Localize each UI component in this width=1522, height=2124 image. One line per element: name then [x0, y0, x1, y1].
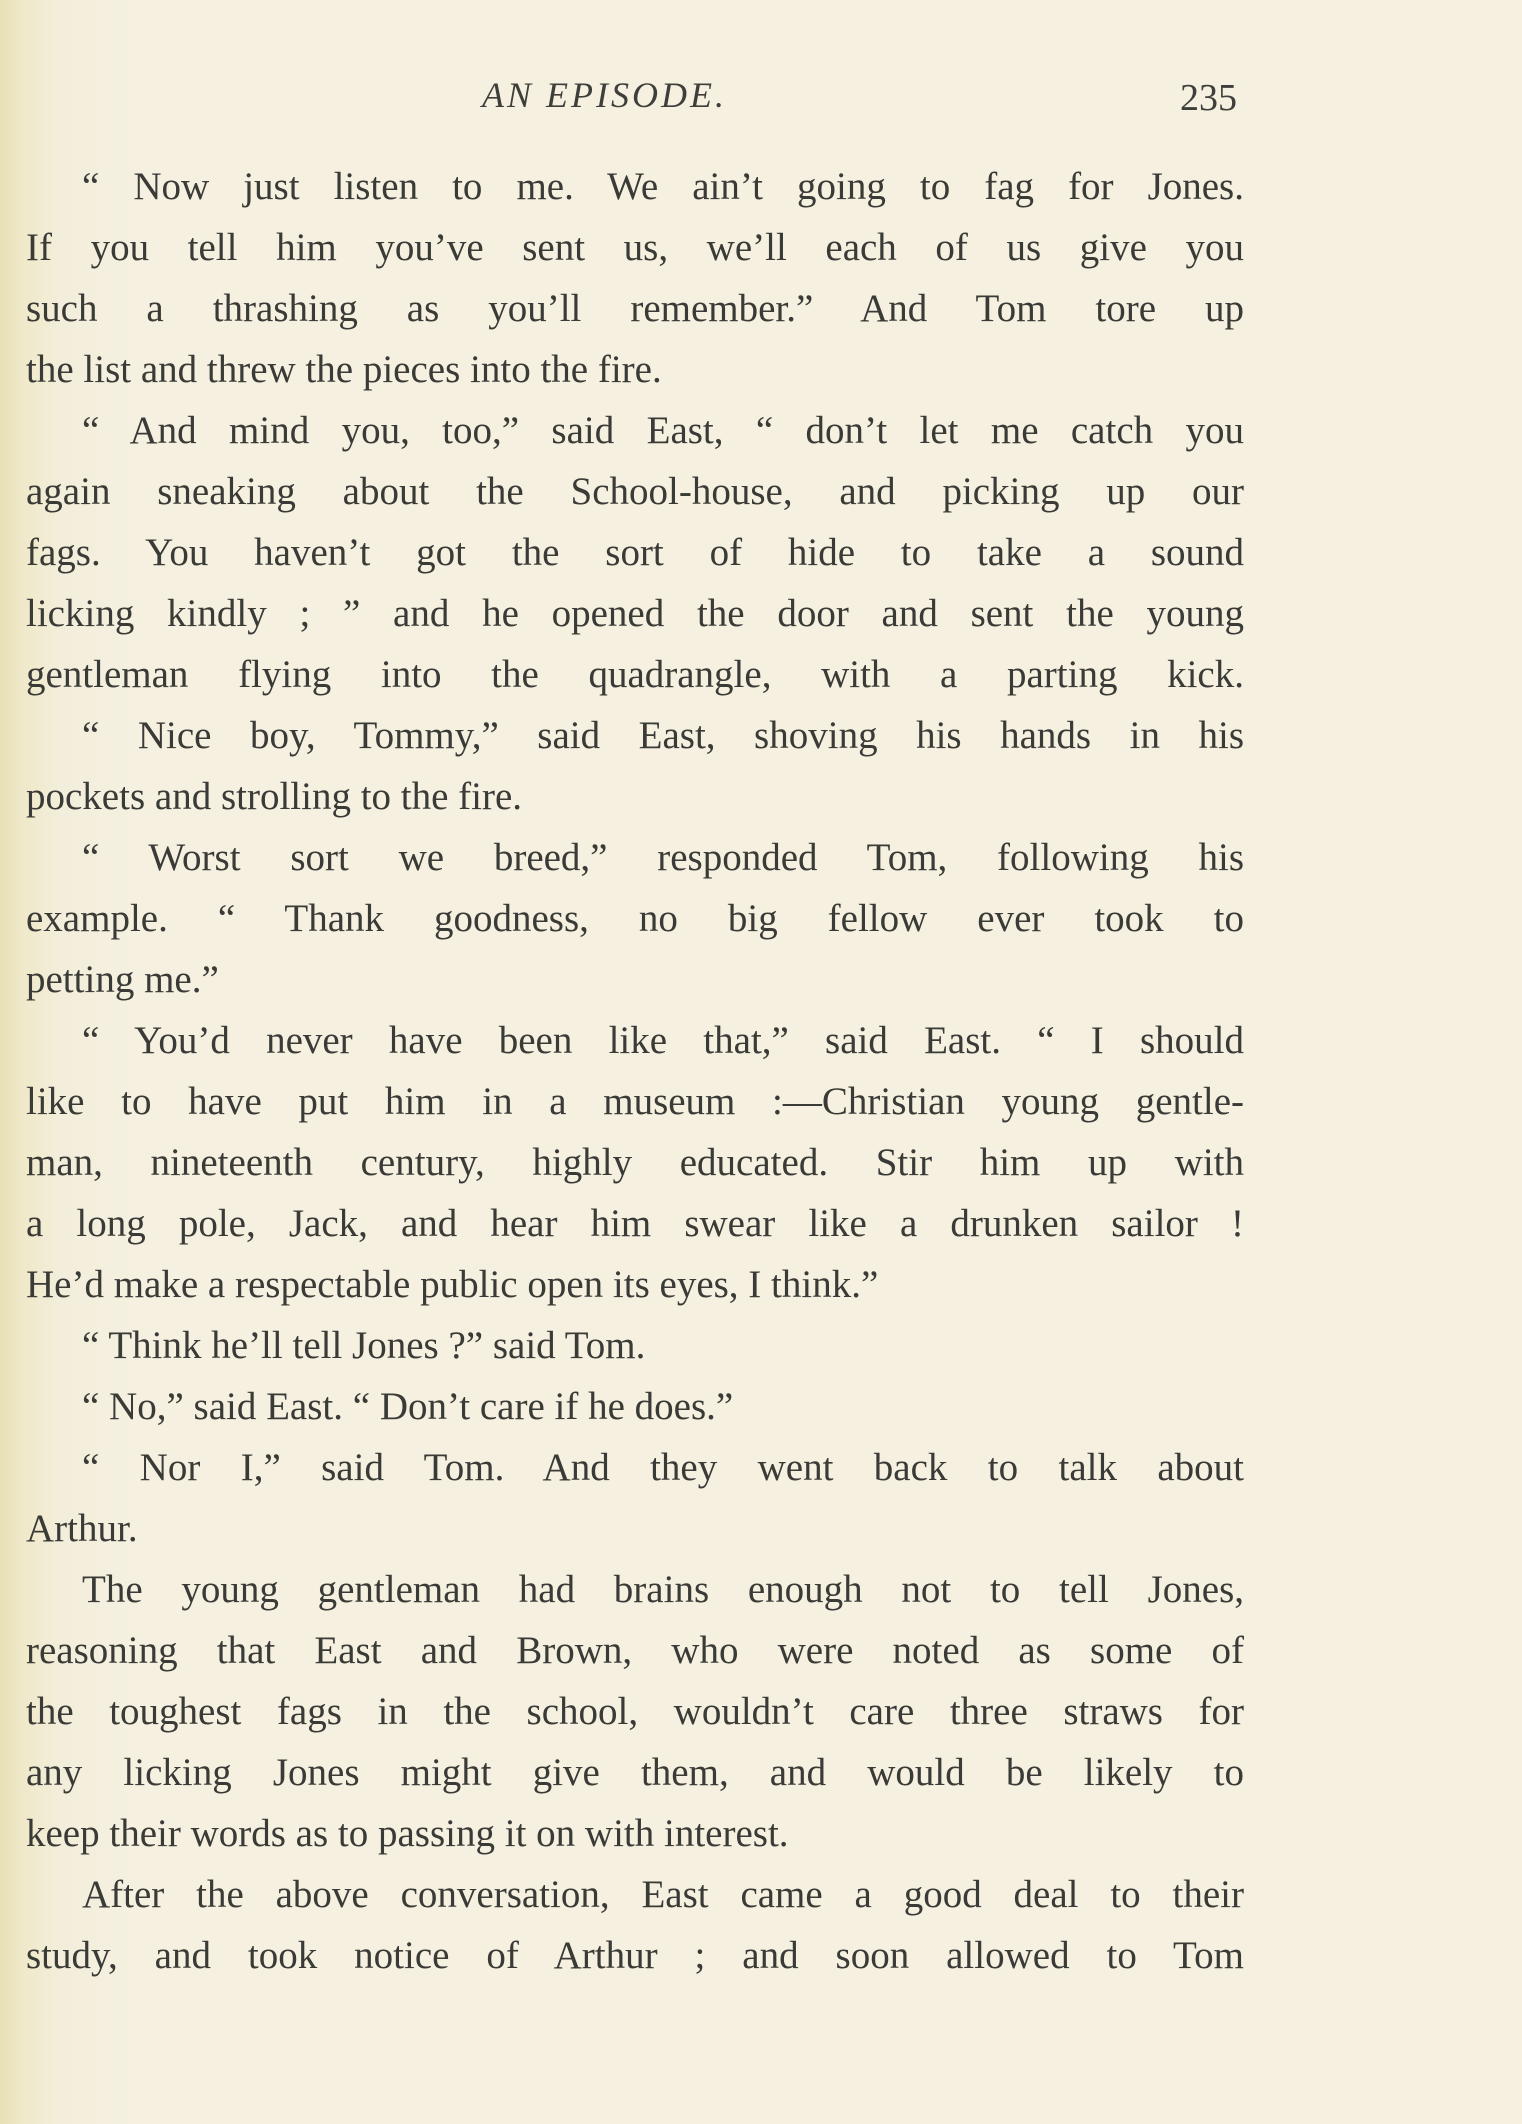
text-line: pockets and strolling to the fire.	[26, 775, 523, 818]
text-line: licking kindly ; ” and he opened the door and sent the young	[26, 592, 1244, 635]
text-line: like to have put him in a museum :—Christian young gentle-	[26, 1080, 1244, 1123]
text-line: “ Worst sort we breed,” responded Tom, following his	[82, 836, 1244, 879]
text-line: He’d make a respectable public open its eyes, I think.”	[26, 1263, 879, 1306]
text-line: gentleman flying into the quadrangle, with a parting kick.	[26, 653, 1244, 696]
text-line: “ Nice boy, Tommy,” said East, shoving his hands in his	[82, 714, 1244, 757]
page-header	[0, 74, 1522, 134]
text-line: keep their words as to passing it on with interest.	[26, 1812, 789, 1855]
text-line: The young gentleman had brains enough not to tell Jones,	[82, 1568, 1244, 1611]
text-line: “ Now just listen to me. We ain’t going to fag for Jones.	[82, 165, 1244, 208]
text-line: “ Think he’ll tell Jones ?” said Tom.	[82, 1324, 646, 1367]
text-line: fags. You haven’t got the sort of hide to take a sound	[26, 531, 1244, 574]
text-line: petting me.”	[26, 958, 219, 1001]
text-line: again sneaking about the School-house, and picking up our	[26, 470, 1244, 513]
page-number: 235	[1180, 77, 1237, 119]
text-line: reasoning that East and Brown, who were noted as some of	[26, 1629, 1244, 1672]
text-line: “ And mind you, too,” said East, “ don’t let me catch you	[82, 409, 1244, 452]
text-line: man, nineteenth century, highly educated. Stir him up with	[26, 1141, 1244, 1184]
text-line: study, and took notice of Arthur ; and soon allowed to Tom	[26, 1934, 1244, 1977]
text-line: “ No,” said East. “ Don’t care if he does.”	[82, 1385, 734, 1428]
text-line: a long pole, Jack, and hear him swear like a drunken sailor !	[26, 1202, 1244, 1245]
running-title: AN EPISODE.	[482, 75, 727, 115]
text-line: any licking Jones might give them, and would be likely to	[26, 1751, 1244, 1794]
body-text	[26, 156, 1244, 1986]
text-line: such a thrashing as you’ll remember.” And Tom tore up	[26, 287, 1244, 330]
text-line: the toughest fags in the school, wouldn’t care three straws for	[26, 1690, 1244, 1733]
text-line: “ You’d never have been like that,” said East. “ I should	[82, 1019, 1244, 1062]
text-line: Arthur.	[26, 1507, 138, 1550]
text-line: After the above conversation, East came a good deal to their	[82, 1873, 1244, 1916]
text-line: example. “ Thank goodness, no big fellow ever took to	[26, 897, 1244, 940]
text-line: “ Nor I,” said Tom. And they went back to talk about	[82, 1446, 1244, 1489]
text-line: the list and threw the pieces into the fire.	[26, 348, 662, 391]
text-line: If you tell him you’ve sent us, we’ll each of us give you	[26, 226, 1244, 269]
